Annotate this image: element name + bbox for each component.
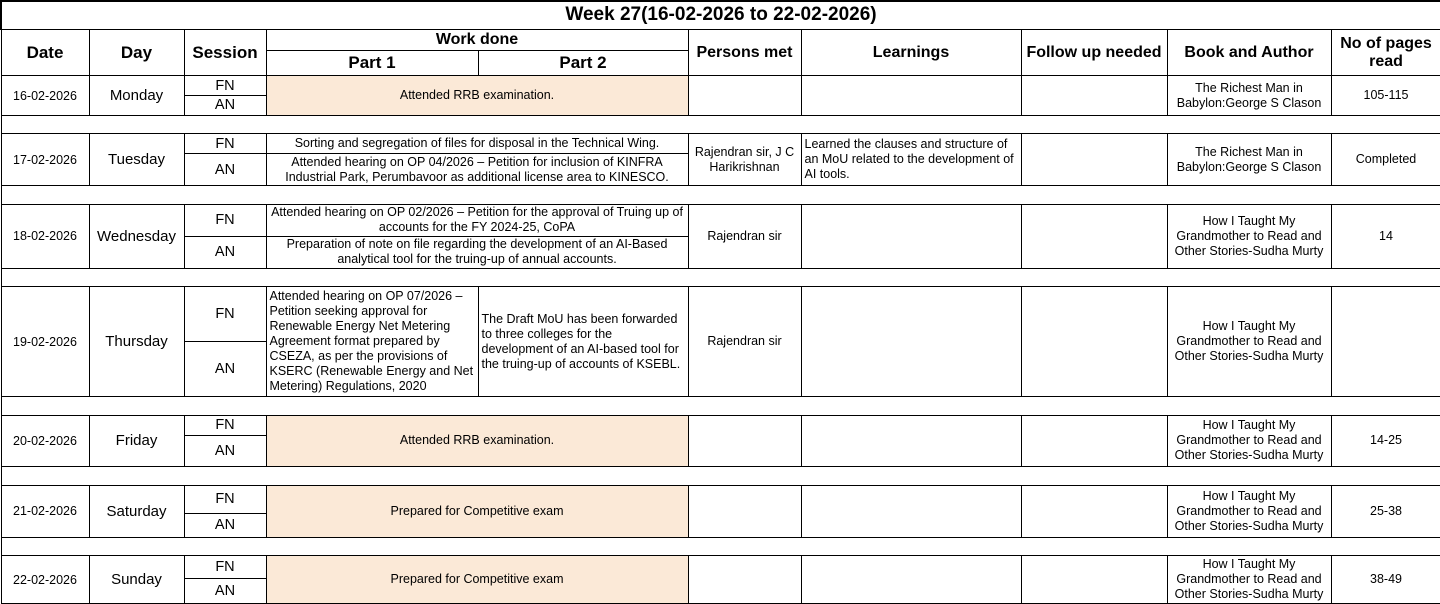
persons-cell: Rajendran sir — [688, 204, 801, 268]
session-an: AN — [184, 578, 266, 603]
header-follow-up: Follow up needed — [1021, 29, 1167, 76]
learnings-cell — [801, 485, 1021, 537]
work-merged-cell: Attended RRB examination. — [266, 415, 688, 467]
session-fn: FN — [184, 134, 266, 154]
table-row — [1, 485, 1440, 513]
table-row — [1, 204, 1440, 236]
date-cell: 17-02-2026 — [1, 134, 89, 186]
row-spacer — [1, 186, 1440, 205]
book-cell: How I Taught My Grandmother to Read and Other Stories-Sudha Murty — [1167, 415, 1331, 467]
follow-up-cell — [1021, 485, 1167, 537]
pages-cell — [1331, 287, 1440, 397]
week-title: Week 27(16-02-2026 to 22-02-2026) — [1, 1, 1440, 29]
session-an: AN — [184, 342, 266, 397]
header-learnings: Learnings — [801, 29, 1021, 76]
header-work-done: Work done — [266, 29, 688, 50]
row-spacer — [1, 115, 1440, 134]
work-an-cell: Attended hearing on OP 04/2026 – Petition for inclusion of KINFRA Industrial Park, Perumbavoor as additional license area to KINESCO. — [266, 153, 688, 185]
day-cell: Friday — [89, 415, 184, 467]
header-persons-met: Persons met — [688, 29, 801, 76]
session-an: AN — [184, 436, 266, 467]
row-spacer — [1, 397, 1440, 416]
day-cell: Sunday — [89, 556, 184, 604]
pages-cell: 14 — [1331, 204, 1440, 268]
session-fn: FN — [184, 76, 266, 96]
day-cell: Tuesday — [89, 134, 184, 186]
persons-cell — [688, 485, 801, 537]
row-spacer — [1, 467, 1440, 486]
date-cell: 19-02-2026 — [1, 287, 89, 397]
follow-up-cell — [1021, 204, 1167, 268]
session-an: AN — [184, 96, 266, 116]
table-row — [1, 287, 1440, 342]
persons-cell: Rajendran sir, J C Harikrishnan — [688, 134, 801, 186]
date-cell: 18-02-2026 — [1, 204, 89, 268]
table-row — [1, 76, 1440, 96]
header-day: Day — [89, 29, 184, 76]
book-cell: How I Taught My Grandmother to Read and Other Stories-Sudha Murty — [1167, 204, 1331, 268]
session-fn: FN — [184, 556, 266, 579]
book-cell: The Richest Man in Babylon:George S Clason — [1167, 134, 1331, 186]
table-row — [1, 134, 1440, 154]
header-date: Date — [1, 29, 89, 76]
learnings-cell: Learned the clauses and structure of an MoU related to the development of AI tools. — [801, 134, 1021, 186]
date-cell: 22-02-2026 — [1, 556, 89, 604]
follow-up-cell — [1021, 415, 1167, 467]
work-fn-cell: Attended hearing on OP 02/2026 – Petition for the approval of Truing up of accounts for the FY 2024-25, CoPA — [266, 204, 688, 236]
work-merged-cell: Prepared for Competitive exam — [266, 485, 688, 537]
learnings-cell — [801, 287, 1021, 397]
header-part-1: Part 1 — [266, 50, 478, 76]
session-fn: FN — [184, 287, 266, 342]
session-an: AN — [184, 153, 266, 185]
follow-up-cell — [1021, 134, 1167, 186]
pages-cell: 105-115 — [1331, 76, 1440, 115]
work-merged-cell: Prepared for Competitive exam — [266, 556, 688, 604]
header-pages-read: No of pages read — [1331, 29, 1440, 76]
session-an: AN — [184, 236, 266, 268]
session-fn: FN — [184, 485, 266, 513]
row-spacer — [1, 537, 1440, 556]
work-merged-cell: Attended RRB examination. — [266, 76, 688, 115]
table-row — [1, 415, 1440, 436]
pages-cell: 25-38 — [1331, 485, 1440, 537]
date-cell: 21-02-2026 — [1, 485, 89, 537]
book-cell: How I Taught My Grandmother to Read and Other Stories-Sudha Murty — [1167, 287, 1331, 397]
header-book-author: Book and Author — [1167, 29, 1331, 76]
session-an: AN — [184, 513, 266, 537]
date-cell: 16-02-2026 — [1, 76, 89, 115]
work-fn-cell: Sorting and segregation of files for disposal in the Technical Wing. — [266, 134, 688, 154]
book-cell: How I Taught My Grandmother to Read and Other Stories-Sudha Murty — [1167, 485, 1331, 537]
persons-cell — [688, 415, 801, 467]
work-part1-cell: Attended hearing on OP 07/2026 – Petition seeking approval for Renewable Energy Net Metering Agreement format prepared by CSEZA, as per the provisions of KSERC (Renewable Energy and Net Metering) Regulations, 2020 — [266, 287, 478, 397]
day-cell: Saturday — [89, 485, 184, 537]
row-spacer — [1, 268, 1440, 287]
day-cell: Thursday — [89, 287, 184, 397]
persons-cell — [688, 76, 801, 115]
learnings-cell — [801, 76, 1021, 115]
header-session: Session — [184, 29, 266, 76]
date-cell: 20-02-2026 — [1, 415, 89, 467]
pages-cell: Completed — [1331, 134, 1440, 186]
session-fn: FN — [184, 415, 266, 436]
persons-cell: Rajendran sir — [688, 287, 801, 397]
learnings-cell — [801, 415, 1021, 467]
follow-up-cell — [1021, 287, 1167, 397]
header-part-2: Part 2 — [478, 50, 688, 76]
book-cell: How I Taught My Grandmother to Read and Other Stories-Sudha Murty — [1167, 556, 1331, 604]
day-cell: Monday — [89, 76, 184, 115]
follow-up-cell — [1021, 76, 1167, 115]
pages-cell: 38-49 — [1331, 556, 1440, 604]
table-row — [1, 556, 1440, 579]
work-part2-cell: The Draft MoU has been forwarded to three colleges for the development of an AI-based tool for the truing-up of accounts of KSEBL. — [478, 287, 688, 397]
learnings-cell — [801, 204, 1021, 268]
day-cell: Wednesday — [89, 204, 184, 268]
pages-cell: 14-25 — [1331, 415, 1440, 467]
session-fn: FN — [184, 204, 266, 236]
work-an-cell: Preparation of note on file regarding the development of an AI-Based analytical tool for the truing-up of annual accounts. — [266, 236, 688, 268]
follow-up-cell — [1021, 556, 1167, 604]
persons-cell — [688, 556, 801, 604]
book-cell: The Richest Man in Babylon:George S Clason — [1167, 76, 1331, 115]
learnings-cell — [801, 556, 1021, 604]
